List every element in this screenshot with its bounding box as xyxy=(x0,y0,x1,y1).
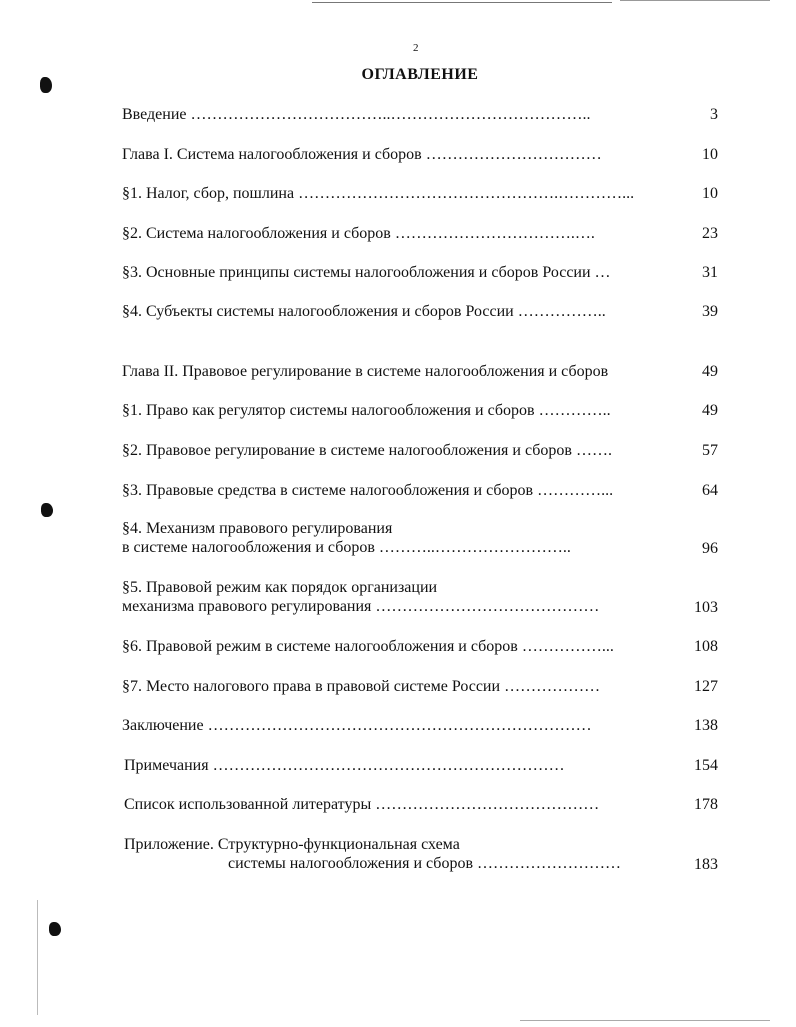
toc-entry-text: Примечания xyxy=(124,757,209,774)
leader-dots: …………………………… xyxy=(425,146,602,163)
toc-entry-ch1-sec4[interactable] xyxy=(122,302,606,321)
leader-dots: …………………………………… xyxy=(375,598,600,615)
toc-entry-introduction[interactable] xyxy=(122,105,591,124)
toc-entry-text: §7. Место налогового права в правовой системе России xyxy=(122,678,501,695)
toc-page-number: 49 xyxy=(702,402,718,419)
toc-entry-ch2-sec5[interactable] xyxy=(122,578,599,616)
toc-entry-text: §3. Основные принципы системы налогообложения и сборов России xyxy=(122,264,591,281)
leader-dots: ……………………… xyxy=(477,855,621,872)
toc-page-number: 10 xyxy=(702,185,718,202)
toc-entry-text: Список использованной литературы xyxy=(124,796,372,813)
leader-dots: ………………………………………………………… xyxy=(212,757,565,774)
toc-entry-ch2-sec6[interactable] xyxy=(122,637,614,656)
toc-entry-text: Заключение xyxy=(122,717,204,734)
top-scan-line-right xyxy=(620,0,770,1)
toc-page-number: 96 xyxy=(702,540,718,557)
leader-dots: ……………………………………………………………… xyxy=(207,717,592,734)
toc-page-number: 103 xyxy=(694,599,718,616)
toc-page-number: 183 xyxy=(694,856,718,873)
bottom-scan-line xyxy=(520,1020,770,1021)
toc-entry-text: §3. Правовые средства в системе налогообложения и сборов xyxy=(122,482,534,499)
leader-dots: ………………………………………….…………... xyxy=(298,185,635,202)
toc-entry-ch1-sec2[interactable] xyxy=(122,224,595,243)
toc-page-number: 39 xyxy=(702,303,718,320)
toc-page-number: 127 xyxy=(694,678,718,695)
toc-entry-ch2-sec3[interactable] xyxy=(122,481,613,500)
toc-page-number: 49 xyxy=(702,363,718,380)
toc-entry-text-line1: §4. Механизм правового регулирования xyxy=(122,520,393,537)
toc-page-number: 138 xyxy=(694,717,718,734)
toc-page-number: 57 xyxy=(702,442,718,459)
toc-entry-text: механизма правового регулирования xyxy=(122,598,372,615)
toc-entry-ch2-sec4[interactable] xyxy=(122,519,571,557)
toc-page-number: 23 xyxy=(702,225,718,242)
toc-page-number: 154 xyxy=(694,757,718,774)
toc-page-number: 31 xyxy=(702,264,718,281)
toc-entry-notes[interactable] xyxy=(124,756,565,775)
toc-entry-appendix[interactable] xyxy=(124,835,621,873)
toc-entry-text: §2. Система налогообложения и сборов xyxy=(122,225,391,242)
page-title: ОГЛАВЛЕНИЕ xyxy=(361,66,479,83)
page-number: 2 xyxy=(413,42,419,54)
toc-entry-bibliography[interactable] xyxy=(124,795,599,814)
toc-page-number: 10 xyxy=(702,146,718,163)
leader-dots: ……………... xyxy=(521,638,614,655)
toc-entry-chapter-2[interactable] xyxy=(122,362,608,381)
toc-entry-text: системы налогообложения и сборов xyxy=(228,855,473,872)
toc-entry-ch1-sec1[interactable] xyxy=(122,184,634,203)
leader-dots: …………………………….…. xyxy=(394,225,595,242)
leader-dots: …………….. xyxy=(517,303,606,320)
leader-dots: …………... xyxy=(537,482,614,499)
toc-entry-ch2-sec2[interactable] xyxy=(122,441,612,460)
punch-hole-mark-bottom xyxy=(49,922,61,936)
left-scan-edge xyxy=(37,900,38,1015)
toc-entry-text: §2. Правовое регулирование в системе налогообложения и сборов xyxy=(122,442,572,459)
toc-page-number: 64 xyxy=(702,482,718,499)
toc-page-number: 108 xyxy=(694,638,718,655)
leader-dots: ………………………………..……………………………….. xyxy=(190,106,591,123)
leader-dots: ……. xyxy=(575,442,612,459)
toc-page-number: 178 xyxy=(694,796,718,813)
leader-dots: … xyxy=(594,264,611,281)
leader-dots: ………..…………………….. xyxy=(378,539,571,556)
toc-entry-text: в системе налогообложения и сборов xyxy=(122,539,375,556)
toc-entry-ch2-sec7[interactable] xyxy=(122,677,600,696)
toc-page-number: 3 xyxy=(710,106,718,123)
toc-entry-conclusion[interactable] xyxy=(122,716,592,735)
punch-hole-mark-middle xyxy=(41,503,53,517)
leader-dots: ……………… xyxy=(504,678,601,695)
leader-dots: ………….. xyxy=(538,402,611,419)
leader-dots: …………………………………… xyxy=(375,796,600,813)
toc-entry-text: §6. Правовой режим в системе налогообложения и сборов xyxy=(122,638,518,655)
toc-entry-chapter-1[interactable] xyxy=(122,145,602,164)
toc-entry-text: §1. Налог, сбор, пошлина xyxy=(122,185,295,202)
toc-entry-text-line1: Приложение. Структурно-функциональная схема xyxy=(124,836,460,853)
toc-entry-text: §4. Субъекты системы налогообложения и сборов России xyxy=(122,303,514,320)
toc-entry-ch2-sec1[interactable] xyxy=(122,401,611,420)
toc-entry-text-line1: §5. Правовой режим как порядок организации xyxy=(122,579,438,596)
toc-entry-ch1-sec3[interactable] xyxy=(122,263,611,282)
toc-entry-text: §1. Право как регулятор системы налогообложения и сборов xyxy=(122,402,535,419)
toc-entry-text: Глава II. Правовое регулирование в системе налогообложения и сборов xyxy=(122,363,609,380)
toc-entry-text: Глава I. Система налогообложения и сборов xyxy=(122,146,422,163)
toc-entry-text: Введение xyxy=(122,106,187,123)
top-scan-line xyxy=(312,2,612,3)
